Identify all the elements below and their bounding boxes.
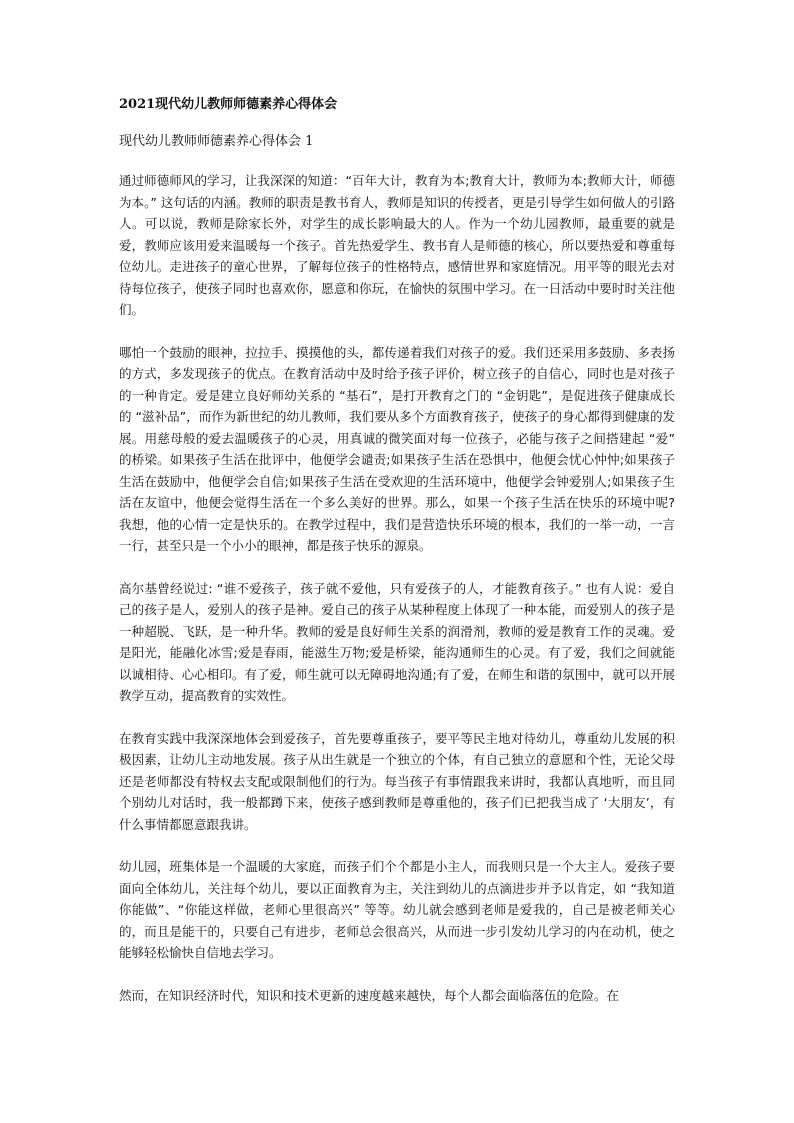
section-heading: 现代幼儿教师师德素养心得体会 1 xyxy=(119,134,314,149)
document-page xyxy=(119,96,675,1027)
paragraph-1: 通过师德师风的学习，让我深深的知道：“百年大计，教育为本;教育大计，教师为本;教师大计，师德为本。” 这句话的内涵。教师的职责是教书育人，教师是知识的传授者，更是引导学生如何做人的引路人。可以说，教师是除家长外，对学生的成长影响最大的人。作为一个幼儿园教师，最重要的就是爱，教师应该用爱来温暖每一个孩子。首先热爱学生、教书育人是师德的核心，所以要热爱和尊重每位幼儿。走进孩子的童心世界，了解每位孩子的性格特点，感情世界和家庭情况。用平等的眼光去对待每位孩子，使孩子同时也喜欢你，愿意和你玩，在愉快的氛围中学习。在一日活动中要时时关注他们。 xyxy=(119,173,675,317)
paragraph-2: 哪怕一个鼓励的眼神，拉拉手、摸摸他的头，都传递着我们对孩子的爱。我们还采用多鼓励、多表扬的方式，多发现孩子的优点。在教育活动中及时给予孩子评价，树立孩子的自信心，同时也是对孩子的一种肯定。爱是建立良好师幼关系的 “基石”，是打开教育之门的 “金钥匙”，是促进孩子健康成长的 “滋补品”，而作为新世纪的幼儿教师，我们要从多个方面教育孩子，使孩子的身心都得到健康的发展。用慈母般的爱去温暖孩子的心灵，用真诚的微笑面对每一位孩子，必能与孩子之间搭建起 “爱” 的桥梁。如果孩子生活在批评中，他便学会谴责;如果孩子生活在恐惧中，他便会忧心忡忡;如果孩子生活在鼓励中，他便学会自信;如果孩子生活在受欢迎的生活环境中，他便学会钟爱别人;如果孩子生活在友谊中，他便会觉得生活在一个多么美好的世界。那么，如果一个孩子生活在快乐的环境中呢?我想，他的心情一定是快乐的。在教学过程中，我们是营造快乐环境的根本，我们的一举一动，一言一行，甚至只是一个小小的眼神，都是孩子快乐的源泉。 xyxy=(119,344,675,553)
paragraph-6: 然而，在知识经济时代，知识和技术更新的速度越来越快，每个人都会面临落伍的危险。在 xyxy=(119,987,620,1003)
document-title: 2021现代幼儿教师师德素养心得体会 xyxy=(119,97,338,112)
paragraph-3: 高尔基曾经说过: “谁不爱孩子，孩子就不爱他，只有爱孩子的人，才能教育孩子。” 也有人说：爱自己的孩子是人，爱别人的孩子是神。爱自己的孩子从某种程度上体现了一种本能，而爱别人的孩子是一种超脱、飞跃，是一种升华。教师的爱是良好师生关系的润滑剂，教师的爱是教育工作的灵魂。爱是阳光，能融化冰雪;爱是春雨，能滋生万物;爱是桥梁，能沟通师生的心灵。有了爱，我们之间就能以诚相待、心心相印。有了爱，师生就可以无障碍地沟通;有了爱，在师生和谐的氛围中，就可以开展教学互动，提高教育的实效性。 xyxy=(119,580,675,703)
paragraph-5: 幼儿园，班集体是一个温暖的大家庭，而孩子们个个都是小主人，而我则只是一个大主人。爱孩子要面向全体幼儿，关注每个幼儿，要以正面教育为主，关注到幼儿的点滴进步并予以肯定，如 “我知道你能做”、“你能这样做，老师心里很高兴” 等等。幼儿就会感到老师是爱我的，自己是被老师关心的，而且是能干的，只要自己有进步，老师总会很高兴，从而进一步引发幼儿学习的内在动机，使之能够轻松愉快自信地去学习。 xyxy=(119,859,675,960)
paragraph-4: 在教育实践中我深深地体会到爱孩子，首先要尊重孩子，要平等民主地对待幼儿，尊重幼儿发展的积极因素，让幼儿主动地发展。孩子从出生就是一个独立的个体，有自己独立的意愿和个性，无论父母还是老师都没有特权去支配或限制他们的行为。每当孩子有事情跟我来讲时，我都认真地听，而且同个别幼儿对话时，我一般都蹲下来，使孩子感到教师是尊重他的，孩子们已把我当成了 ‘大朋友’，有什么事情都愿意跟我讲。 xyxy=(119,730,675,832)
